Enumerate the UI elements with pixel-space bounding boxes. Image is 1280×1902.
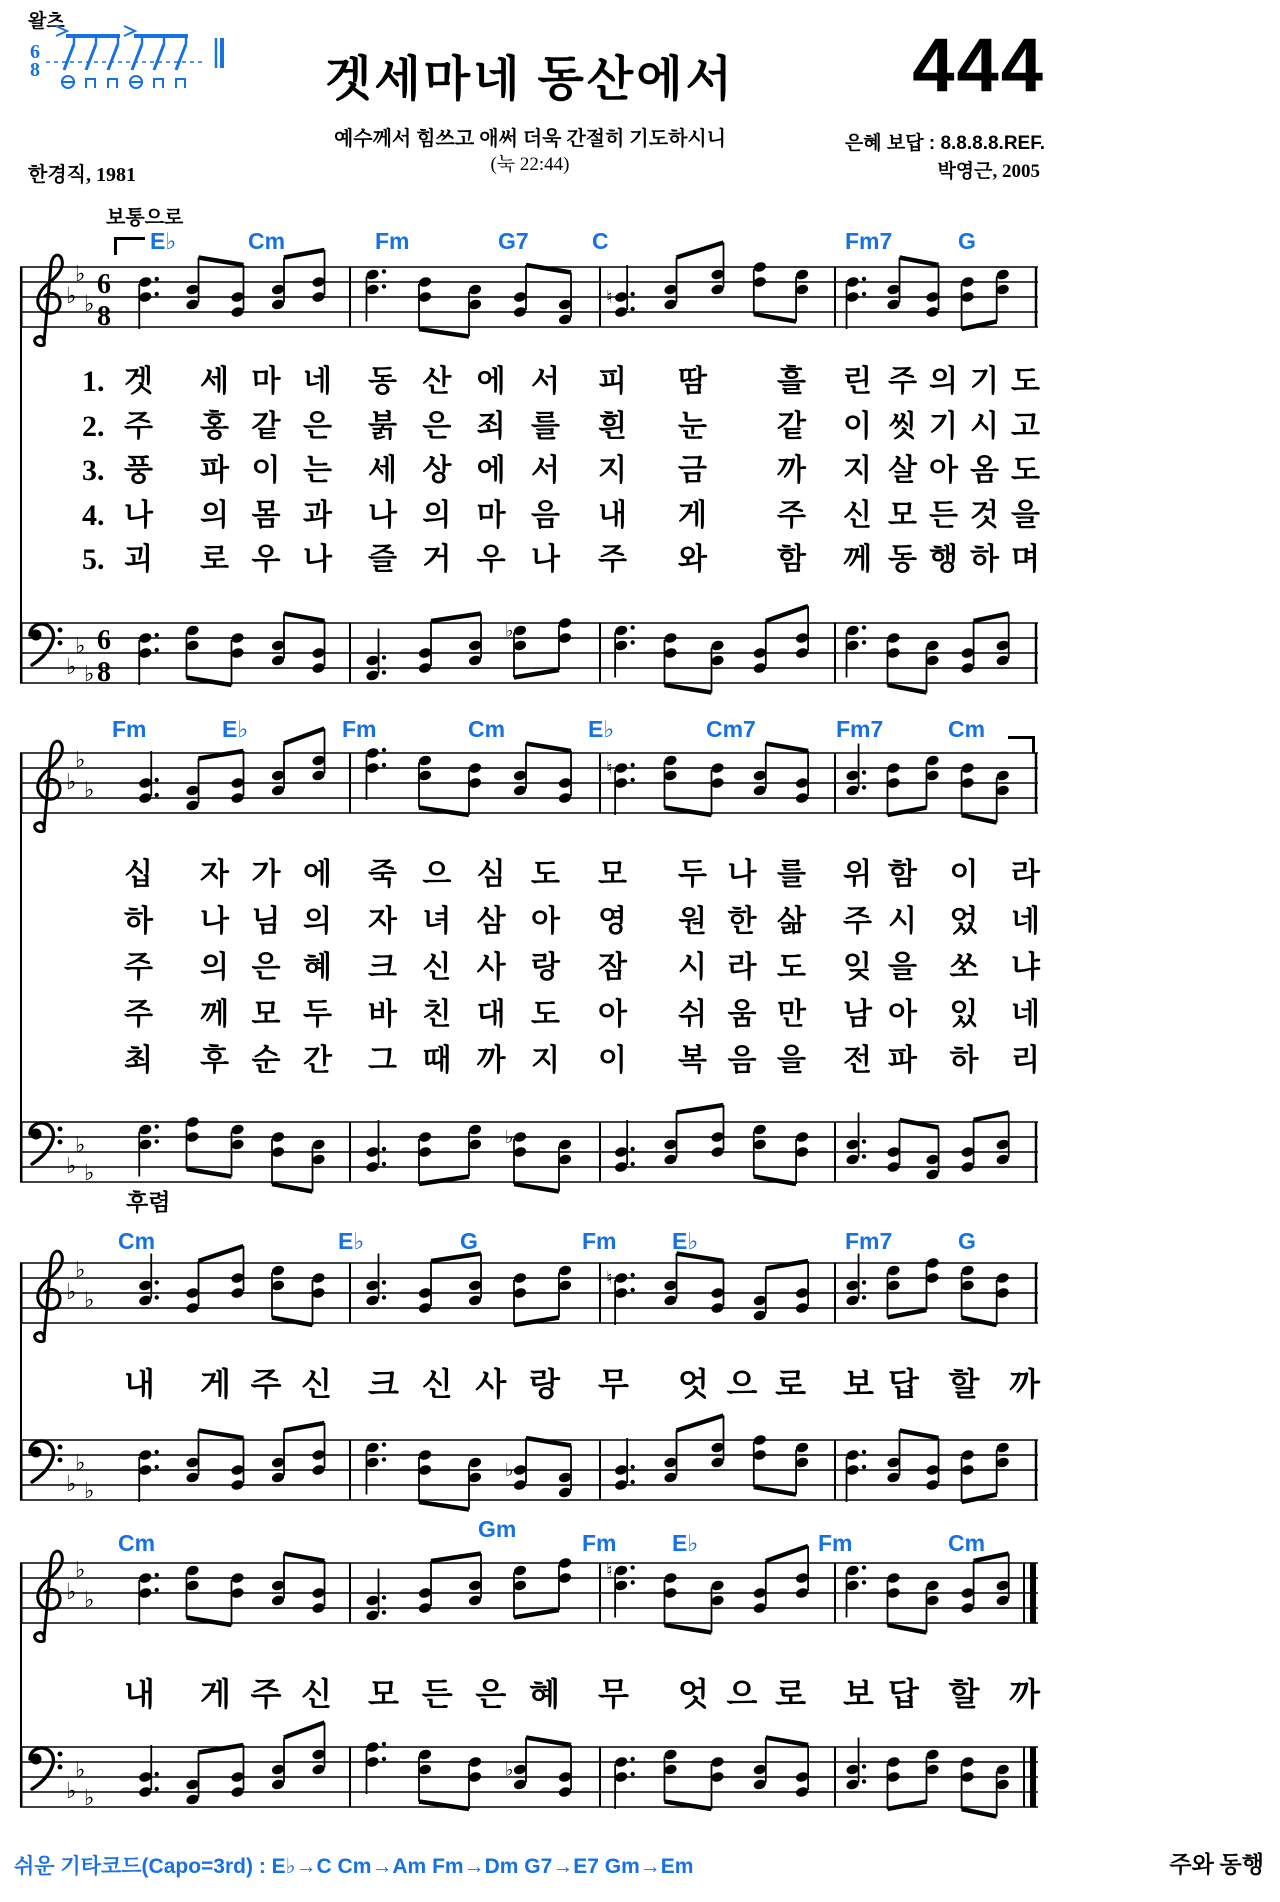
lyric-segment: 흰: [598, 409, 627, 443]
chord-symbol: E♭: [588, 716, 615, 742]
verse-number: 5.: [82, 543, 105, 576]
bass-staff: [20, 1082, 1040, 1242]
flat-sign: ♭: [84, 1588, 95, 1613]
lyric-segment: 전: [843, 1044, 872, 1077]
lyric-segment: 씻 기 시 고: [888, 409, 1040, 443]
lyric-segment: 영: [598, 904, 627, 938]
svg-text:♭: ♭: [505, 1759, 514, 1781]
lyric-segment: 크 신 사 랑: [368, 1366, 560, 1402]
chord-symbol: Fm: [582, 1530, 617, 1556]
chord-symbol: Fm7: [836, 716, 884, 742]
chord-symbol: C: [592, 228, 609, 254]
chord-symbol: Fm: [375, 228, 410, 254]
lyric-segment: 겟: [124, 365, 153, 398]
lyric-segment: 답 할 까: [888, 1366, 1040, 1402]
lyric-segment: 주: [124, 997, 153, 1031]
lyric-segment: 동 행 하 며: [888, 543, 1040, 576]
chord-symbol: E♭: [338, 1228, 365, 1254]
lyric-segment: 잠: [598, 951, 627, 984]
lyric-segment: 나: [124, 498, 153, 532]
lyric-segment: 세 마 네: [200, 365, 332, 398]
system-barline: [20, 1563, 22, 1807]
flat-sign: ♭: [84, 1288, 95, 1313]
flat-sign: ♭: [66, 284, 77, 309]
system-barline: [20, 267, 22, 683]
composer-credit: 박영근, 2005: [937, 161, 1040, 182]
lyric-segment: 린: [843, 365, 872, 398]
lyric-segment: 모: [598, 858, 627, 891]
hymn-title: 겟세마네 동산에서: [325, 53, 735, 106]
chord-symbol: Cm7: [706, 716, 756, 742]
treble-staff: [20, 713, 1040, 873]
chord-symbol: Fm: [342, 716, 377, 742]
lyric-segment: 살 아 옴 도: [888, 454, 1040, 487]
lyric-segment: 땀 흘: [678, 365, 806, 398]
chord-symbol: Fm7: [845, 228, 893, 254]
bass-staff: [20, 1707, 1040, 1867]
lyric-segment: 홍 같 은: [200, 409, 332, 443]
chord-symbol: G7: [498, 228, 529, 254]
easy-guitar-chords-note: 쉬운 기타코드(Capo=3rd) : E♭→C Cm→Am Fm→Dm G7→E7 Gm→Em: [14, 1855, 694, 1878]
svg-text:♮: ♮: [606, 1560, 613, 1582]
flat-sign: ♭: [75, 1558, 86, 1583]
lyric-segment: 보: [843, 1366, 874, 1402]
chord-symbol: G: [958, 1228, 976, 1254]
lyric-segment: 함 이 라: [888, 858, 1040, 891]
time-signature-bottom: 8: [97, 301, 111, 332]
lyric-segment: 지: [843, 454, 872, 487]
lyric-segment: 주: [124, 951, 153, 984]
lyric-segment: 지: [598, 454, 627, 487]
lyric-segment: 위: [843, 858, 872, 891]
treble-staff: [20, 1523, 1040, 1683]
flat-sign: ♭: [66, 1280, 77, 1305]
flat-sign: ♭: [84, 1786, 95, 1811]
flat-sign: ♭: [84, 778, 95, 803]
hymn-number: 444: [912, 23, 1045, 108]
lyric-segment: 자 가 에: [200, 858, 332, 891]
lyric-segment: 피: [598, 365, 627, 398]
waltz-strum-pattern-icon: [24, 24, 236, 104]
lyric-segment: 잊: [843, 951, 872, 984]
lyric-segment: 로 우 나: [200, 543, 332, 576]
chord-symbol: G: [958, 228, 976, 254]
lyric-segment: 크 신 사 랑: [368, 951, 560, 984]
lyric-segment: 아 있 네: [888, 997, 1040, 1031]
lyric-segment: 의 몸 과: [200, 498, 332, 532]
flat-sign: ♭: [66, 1580, 77, 1605]
lyric-segment: 붉 은 죄 를: [368, 409, 560, 443]
lyric-segment: 괴: [124, 543, 153, 576]
chord-symbol: Cm: [118, 1228, 156, 1254]
flat-sign: ♭: [75, 1133, 86, 1158]
time-signature-top: 6: [97, 625, 111, 656]
chord-symbol: E♭: [672, 1228, 699, 1254]
lyric-segment: 세 상 에 서: [368, 454, 560, 487]
flat-sign: ♭: [75, 1451, 86, 1476]
lyric-segment: 보: [843, 1676, 874, 1712]
lyric-segment: 동 산 에 서: [368, 365, 560, 398]
chord-symbol: Cm: [948, 716, 986, 742]
lyric-segment: 와 함: [678, 543, 806, 576]
lyric-segment: 파 이 는: [200, 454, 332, 487]
chord-symbol: Fm: [112, 716, 147, 742]
chord-symbol: Fm7: [845, 1228, 893, 1254]
lyric-segment: 이: [598, 1044, 627, 1077]
treble-clef-icon: [35, 1551, 63, 1641]
svg-text:♭: ♭: [505, 1127, 514, 1148]
treble-clef-icon: [35, 255, 63, 345]
lyricist-credit: 한경직, 1981: [28, 164, 136, 186]
flat-sign: ♭: [66, 770, 77, 795]
svg-text:♭: ♭: [505, 620, 514, 642]
refrain-label: 후렴: [126, 1190, 171, 1215]
flat-sign: ♭: [75, 748, 86, 773]
lyric-segment: 내: [598, 498, 627, 532]
chord-symbol: Cm: [118, 1530, 156, 1556]
chord-symbol: E♭: [672, 1530, 699, 1556]
lyric-segment: 풍: [124, 454, 153, 487]
verse-number: 3.: [82, 454, 105, 487]
lyric-segment: 원 한 삶: [678, 904, 806, 938]
lyric-segment: 을 쏘 냐: [888, 951, 1040, 984]
rhythm-style-label: 왈츠: [28, 11, 65, 32]
lyric-segment: 후 순 간: [200, 1044, 332, 1077]
lyric-segment: 즐 거 우 나: [368, 543, 560, 576]
scripture-reference: (눅 22:44): [490, 154, 570, 175]
lyric-segment: 내: [124, 1366, 155, 1402]
lyric-segment: 두 나 를: [678, 858, 806, 891]
lyric-segment: 시 라 도: [678, 951, 806, 984]
lyric-segment: 남: [843, 997, 872, 1031]
svg-text:♮: ♮: [606, 287, 613, 308]
chord-symbol: Cm: [248, 228, 286, 254]
lyric-segment: 쉬 움 만: [678, 997, 806, 1031]
time-signature-bottom: 8: [97, 657, 111, 688]
lyric-segment: 의 은 혜: [200, 951, 332, 984]
tempo-marking: 보통으로: [106, 207, 184, 229]
chord-symbol: Cm: [948, 1530, 986, 1556]
lyric-segment: 무: [598, 1676, 629, 1712]
flat-sign: ♭: [84, 662, 95, 687]
chord-symbol: Fm: [582, 1228, 617, 1254]
lyric-segment: 자 녀 삼 아: [368, 904, 560, 938]
chord-symbol: E♭: [150, 228, 177, 254]
flat-sign: ♭: [75, 262, 86, 287]
lyric-segment: 나 의 마 음: [368, 498, 560, 532]
flat-sign: ♭: [66, 1472, 77, 1497]
chord-symbol: G: [460, 1228, 478, 1254]
lyric-segment: 게 주: [678, 498, 806, 532]
rhythm-time-bottom: 8: [30, 59, 40, 81]
lyric-segment: 주: [124, 409, 153, 443]
svg-text:♮: ♮: [606, 758, 613, 779]
chord-symbol: Cm: [468, 716, 506, 742]
treble-clef-icon: [35, 741, 63, 831]
publisher-label: 주와 동행: [1169, 1852, 1264, 1877]
flat-sign: ♭: [66, 1779, 77, 1804]
verse-number: 2.: [82, 409, 105, 443]
lyric-segment: 께: [843, 543, 872, 576]
chord-symbol: Fm: [818, 1530, 853, 1556]
flat-sign: ♭: [75, 634, 86, 659]
flat-sign: ♭: [84, 1161, 95, 1186]
lyric-segment: 께 모 두: [200, 997, 332, 1031]
lyric-segment: 무: [598, 1366, 629, 1402]
flat-sign: ♭: [84, 1479, 95, 1504]
system-barline: [20, 753, 22, 1182]
lyric-segment: 복 음 을: [678, 1044, 806, 1077]
hymn-subtitle: 예수께서 힘쓰고 애써 더욱 간절히 기도하시니: [333, 128, 727, 150]
lyric-segment: 최: [124, 1044, 153, 1077]
lyric-segment: 아: [598, 997, 627, 1031]
system-barline: [20, 1263, 22, 1500]
lyric-segment: 십: [124, 858, 153, 891]
lyric-segment: 그 때 까 지: [368, 1044, 560, 1077]
chord-symbol: Gm: [478, 1516, 517, 1542]
flat-sign: ♭: [66, 655, 77, 680]
lyric-segment: 내: [124, 1676, 155, 1712]
lyric-segment: 모 든 은 혜: [368, 1676, 560, 1712]
lyric-segment: 바 친 대 도: [368, 997, 560, 1031]
chord-symbol: E♭: [222, 716, 249, 742]
svg-text:♭: ♭: [505, 1460, 514, 1481]
treble-clef-icon: [35, 1251, 63, 1341]
flat-sign: ♭: [84, 292, 95, 317]
time-signature-top: 6: [97, 269, 111, 300]
lyric-segment: 답 할 까: [888, 1676, 1040, 1712]
tune-meter-label: 은혜 보답 : 8.8.8.8.REF.: [844, 133, 1045, 154]
flat-sign: ♭: [75, 1258, 86, 1283]
lyric-segment: 하: [124, 904, 153, 938]
lyric-segment: 파 하 리: [888, 1044, 1040, 1077]
verse-number: 1.: [82, 365, 105, 398]
lyric-segment: 게 주 신: [200, 1676, 332, 1712]
lyric-segment: 금 까: [678, 454, 806, 487]
lyric-segment: 눈 같: [678, 409, 806, 443]
flat-sign: ♭: [66, 1154, 77, 1179]
lyric-segment: 주 의 기 도: [888, 365, 1040, 398]
svg-text:♮: ♮: [606, 1268, 613, 1289]
lyric-segment: 신: [843, 498, 872, 532]
lyric-segment: 게 주 신: [200, 1366, 332, 1402]
lyric-segment: 주: [843, 904, 872, 938]
lyric-segment: 모 든 것 을: [888, 498, 1040, 532]
lyric-segment: 시 었 네: [888, 904, 1040, 938]
lyric-segment: 이: [843, 409, 872, 443]
lyric-segment: 주: [598, 543, 627, 576]
rhythm-time-top: 6: [30, 41, 40, 63]
flat-sign: ♭: [75, 1758, 86, 1783]
lyric-segment: 나 님 의: [200, 904, 332, 938]
lyric-segment: 죽 으 심 도: [368, 858, 560, 891]
lyric-segment: 엇 으 로: [678, 1366, 806, 1402]
verse-number: 4.: [82, 498, 105, 532]
lyric-segment: 엇 으 로: [678, 1676, 806, 1712]
